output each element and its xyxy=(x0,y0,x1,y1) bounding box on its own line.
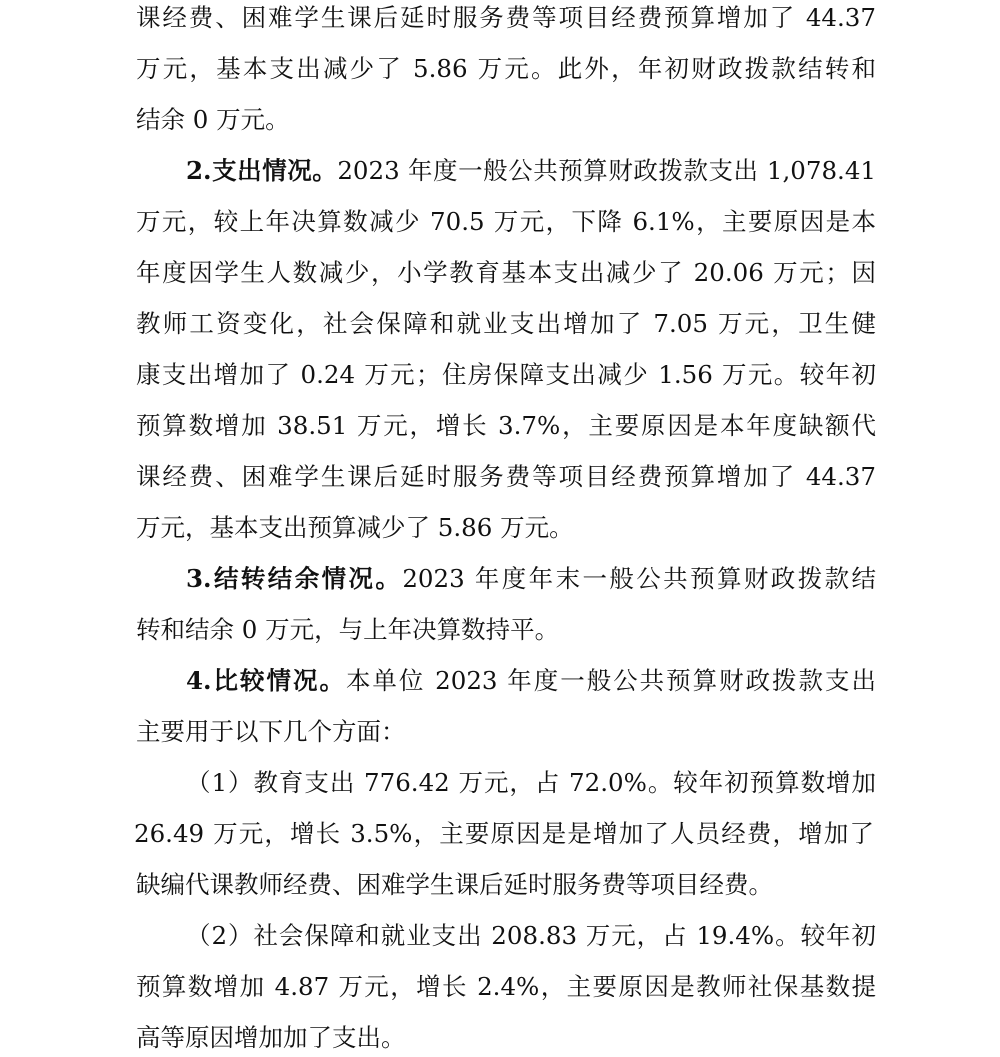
section-heading: 2.支出情况。 xyxy=(186,156,338,185)
line-text: 2023 年度年末一般公共预算财政拨款结 xyxy=(402,564,877,593)
text-line xyxy=(136,866,876,904)
line-text: 结余 0 万元。 xyxy=(136,105,290,134)
text-line xyxy=(136,968,876,1006)
text-line xyxy=(136,356,876,394)
text-line xyxy=(136,509,876,547)
section-heading: 3.结转结余情况。 xyxy=(186,564,403,593)
section-heading-line xyxy=(186,662,876,700)
text-line xyxy=(136,101,876,139)
line-text: 26.49 万元，增长 3.5%，主要原因是是增加了人员经费，增加了 xyxy=(134,819,874,848)
line-text: （2）社会保障和就业支出 208.83 万元，占 19.4%。较年初 xyxy=(186,921,876,950)
line-text: 预算数增加 4.87 万元，增长 2.4%，主要原因是教师社保基数提 xyxy=(136,972,876,1001)
line-text: 高等原因增加加了支出。 xyxy=(136,1023,406,1052)
line-text: 教师工资变化，社会保障和就业支出增加了 7.05 万元，卫生健 xyxy=(136,309,876,338)
text-line xyxy=(136,713,876,751)
text-line xyxy=(136,611,876,649)
text-line xyxy=(136,254,876,292)
line-text: 缺编代课教师经费、困难学生课后延时服务费等项目经费。 xyxy=(136,870,773,899)
line-text: 课经费、困难学生课后延时服务费等项目经费预算增加了 44.37 xyxy=(136,462,876,491)
text-line xyxy=(136,407,876,445)
text-line xyxy=(136,1019,876,1057)
section-heading: 4.比较情况。 xyxy=(186,666,346,695)
text-line xyxy=(134,815,874,853)
line-text: 年度因学生人数减少，小学教育基本支出减少了 20.06 万元；因 xyxy=(136,258,876,287)
line-text: 2023 年度一般公共预算财政拨款支出 1,078.41 xyxy=(337,156,877,185)
line-text: 万元，基本支出减少了 5.86 万元。此外，年初财政拨款结转和 xyxy=(136,54,876,83)
line-text: （1）教育支出 776.42 万元，占 72.0%。较年初预算数增加 xyxy=(186,768,876,797)
line-text: 万元，基本支出预算减少了 5.86 万元。 xyxy=(136,513,574,542)
line-text: 预算数增加 38.51 万元，增长 3.7%，主要原因是本年度缺额代 xyxy=(136,411,876,440)
list-item-line xyxy=(186,917,876,955)
line-text: 课经费、困难学生课后延时服务费等项目经费预算增加了 44.37 xyxy=(136,3,876,32)
text-line xyxy=(136,203,876,241)
list-item-line xyxy=(186,764,876,802)
line-text: 转和结余 0 万元，与上年决算数持平。 xyxy=(136,615,560,644)
line-text: 康支出增加了 0.24 万元；住房保障支出减少 1.56 万元。较年初 xyxy=(136,360,876,389)
text-line xyxy=(136,458,876,496)
text-line xyxy=(136,305,876,343)
line-text: 主要用于以下几个方面： xyxy=(136,717,406,746)
line-text: 本单位 2023 年度一般公共预算财政拨款支出 xyxy=(345,666,876,695)
line-text: 万元，较上年决算数减少 70.5 万元，下降 6.1%，主要原因是本 xyxy=(136,207,876,236)
text-line xyxy=(136,0,876,37)
section-heading-line xyxy=(186,560,876,598)
text-line xyxy=(136,50,876,88)
section-heading-line xyxy=(186,152,876,190)
